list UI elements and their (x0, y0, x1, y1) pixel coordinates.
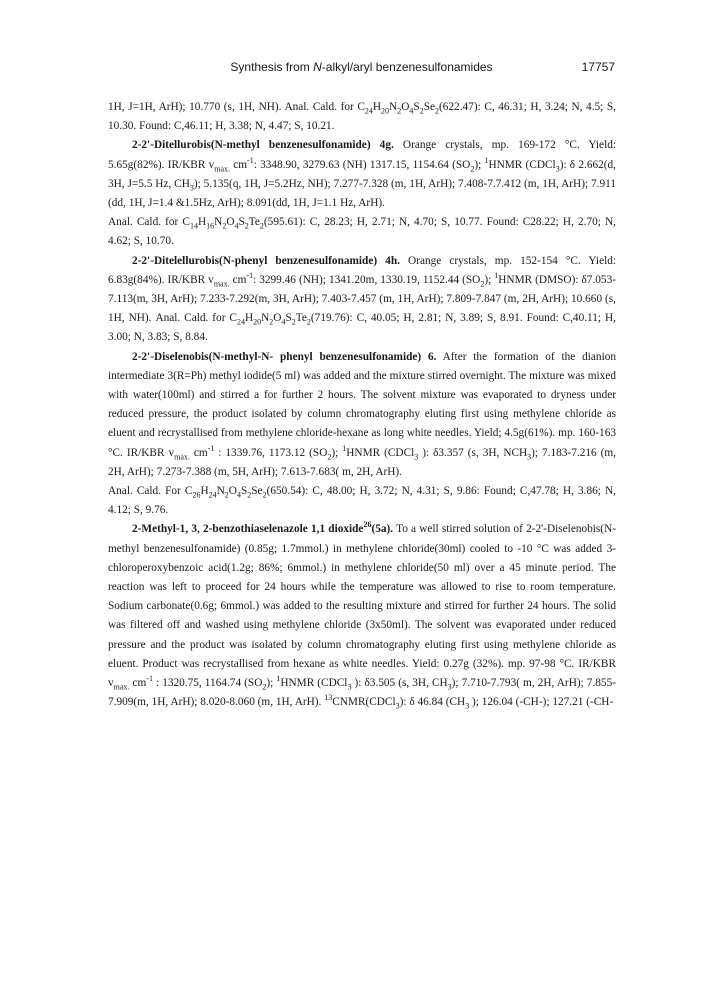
paragraph-compound-6 (108, 348, 616, 482)
paragraph-text: Anal. Cald. for $C_{14}H_{16}N_2O_4S_2Te_2(595.61)$: C, 28.23; H, 2.71; N, 4.70; S, 10.77. Found: C28.22; H, 2.70; N, 4.62; S, 10.70. (108, 216, 616, 248)
page-number: 17757 (581, 60, 615, 74)
paragraph-compound-4h (108, 252, 616, 348)
running-title: Synthesis from N-alkyl/aryl benzenesulfonamides (230, 60, 493, 74)
paragraph-text: After the formation of the dianion intermediate 3(R=Ph) methyl iodide(5 ml) was added and the mixture stirred overnight. The mixture was mixed with water(100ml) and stirred a for further 2 hours. The solvent mixture was evaporated to dryness under reduced pressure, the product isolated by column chromatography eluting first using methylene chloride as eluent and recrystallised from methylene chloride-hexane as long white needles. Yield; 4.5g(61%). mp. 160-163 °C. IR/KBR $v_{max.}$ $cm^{-1}$ : 1339.76, 1173.12 $(SO_2)$; $^1$HNMR (CDCl$_3$ ): δ3.357 (s, 3H, $NCH_3$); 7.183-7.216 (m, 2H, ArH); 7.273-7.388 (m, 5H, ArH); 7.613-7.683( m, 2H, ArH). (108, 350, 616, 478)
paragraph-text: Anal. Cald. For $C_{26}H_{24}N_2O_4S_2Se_2(650.54)$: C, 48.00; H, 3.72; N, 4.31; S, 9.86: Found; C,47.78; H, 3.86; N, 4.12; S, 9.76. (108, 485, 616, 517)
compound-heading: 2-2'-Ditellurobis(N-methyl benzenesulfonamide) 4g. (132, 139, 394, 152)
compound-heading: 2-2'-Diselenobis(N-methyl-N- phenyl benzenesulfonamide) 6. (132, 350, 437, 363)
compound-heading: 2-2'-Ditelellurobis(N-phenyl benzenesulfonamide) 4h. (132, 254, 400, 267)
paragraph-compound-5a (108, 520, 616, 712)
paragraph-compound-4g (108, 136, 616, 213)
paragraph-continuation (108, 98, 616, 136)
paragraph-text: Orange crystals, mp. 169-172 °C. Yield: 5.65g(82%). IR/KBR $v_{max.}$ $cm^{-1}$: 3348.90, 3279.63 (NH) 1317.15, 1154.64 $(SO_2)$; $^1$HNMR (CDCl$_3$): δ 2.662(d, 3H, J=5.5 Hz, $CH_3$); 5.135(q, 1H, J=5.2Hz, NH); 7.277-7.328 (m, 1H, ArH); 7.408-7.7.412 (m, 1H, ArH); 7.911 (dd, 1H, J=1.4 &1.5Hz, ArH); 8.091(dd, 1H, J=1.1 Hz, ArH). (108, 139, 617, 210)
article-body (108, 98, 616, 713)
running-header (108, 60, 615, 80)
paragraph-text: Orange crystals, mp. 152-154 °C. Yield: 6.83g(84%). IR/KBR $v_{max.}$ $cm^{-1}$: 3299.46 (NH); 1341.20m, 1330.19, 1152.44 $(SO_2)$; $^1$HNMR (DMSO): δ7.053-7.113(m, 3H, ArH); 7.233-7.292(m, 3H, ArH); 7.403-7.457 (m, 1H, ArH); 7.809-7.847 (m, 2H, ArH); 10.660 (s, 1H, NH). Anal. Cald. for $C_{24}H_{20}N_2O_4S_2Te_2(719.76)$: C, 40.05; H, 2.81; N, 3.89; S, 8.91. Found: C,40.11; H, 3.00; N, 3.83; S, 8.84. (108, 254, 617, 344)
compound-heading: 2-Methyl-1, 3, 2-benzothiaselenazole 1,1 dioxide$^{26}$(5a). (132, 520, 394, 536)
paragraph-analysis-6 (108, 482, 616, 520)
paragraph-text: To a well stirred solution of 2-2'-Diselenobis(N-methyl benzenesulfonamide) (0.85g; 1.7mmol.) in methylene chloride(30ml) cooled to -10 °C was added 3-chloroperoxybenzoic acid(1.2g; 86%; 6mmol.) in methylene chloride(50 ml) over a 45 minute period. The reaction was left to proceed for 24 hours while the temperature was allowed to rise to room temperature. Sodium carbonate(0.6g; 6mmol.) was added to the resulting mixture and stirred for further 24 hours. The solid was filtered off and washed using methylene chloride (3x50ml). The solvent was evaporated under reduced pressure and the product was isolated by column chromatography eluting first using methylene chloride as eluent. Product was recrystallised from hexane as white needles. Yield: 0.27g (32%). mp. 97-98 °C. IR/KBR $v_{max.}$ $cm^{-1}$ : 1320.75, 1164.74 $(SO_2)$; $^1$HNMR (CDCl$_3$ ): δ3.505 (s, 3H, $CH_3$); 7.710-7.793( m, 2H, ArH); 7.855-7.909(m, 1H, ArH); 8.020-8.060 (m, 1H, ArH). $^{13}$CNMR(CDCl$_3$): δ 46.84 ($CH_3$ ); 126.04 (-CH-); 127.21 (-CH- (108, 523, 616, 711)
paragraph-text: 1H, J=1H, ArH); 10.770 (s, 1H, NH). Anal. Cald. for $C_{24}H_{20}N_2O_4S_2Se_2(622.47)$: C, 46.31; H, 3.24; N, 4.5; S, 10.30. Found: C,46.11; H, 3.38; N, 4.47; S, 10.21. (108, 101, 616, 133)
paragraph-analysis-4g (108, 213, 616, 251)
